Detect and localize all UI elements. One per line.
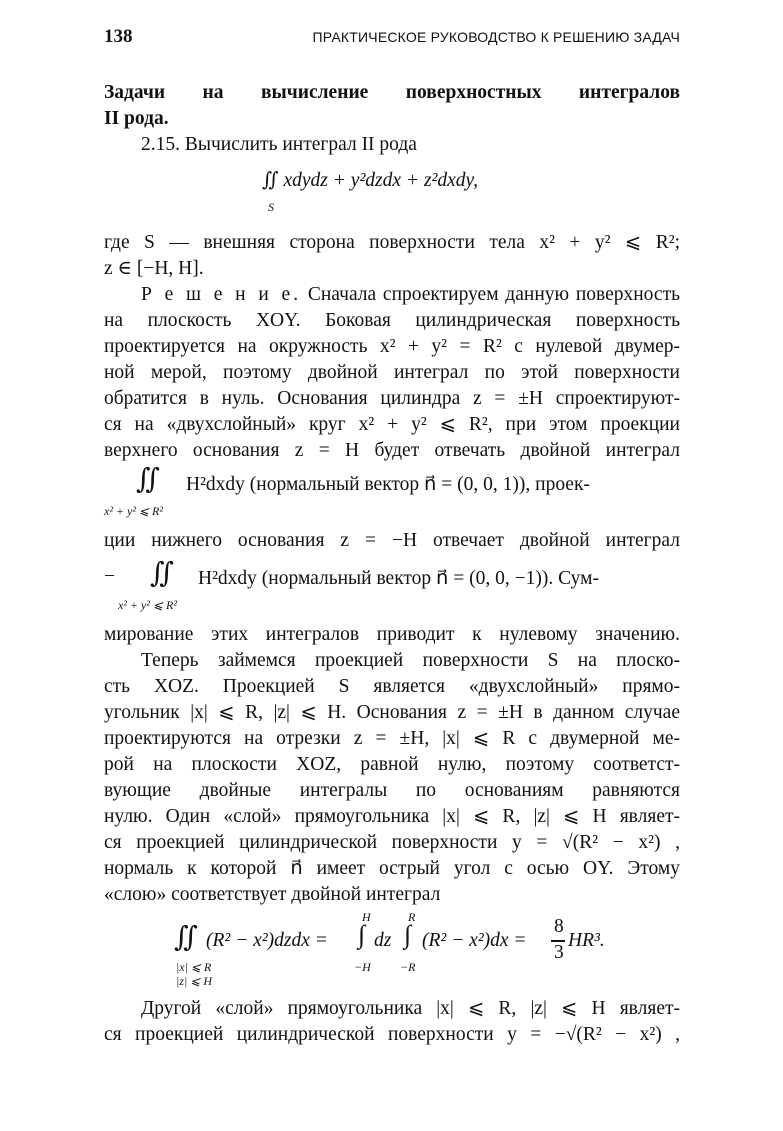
page-header	[104, 26, 680, 50]
double-integral-sign: ∬	[174, 922, 198, 953]
text-line: ной мерой, поэтому двойной интеграл по этой поверхности	[104, 362, 680, 383]
text-line: обратится в нуль. Основания цилиндра z = ±H спроектируют-	[104, 388, 680, 409]
text-line: угольник |x| ⩽ R, |z| ⩽ H. Основания z = ±H в данном случае	[104, 702, 680, 723]
equation-surface-integral-sub: S	[268, 200, 274, 214]
minus-sign: −	[104, 566, 115, 587]
text-line: ся проекцией цилиндрической поверхности y = −√(R² − x²) ,	[104, 1024, 680, 1045]
text-line: ции нижнего основания z = −H отвечает двойной интеграл	[104, 530, 680, 551]
equation-layer-dz: dz	[374, 930, 392, 951]
integral-lower-limit: −H	[354, 960, 371, 974]
page-number: 138	[104, 26, 133, 47]
fraction-denominator: 3	[554, 942, 564, 963]
equation-upper-base-sub: x² + y² ⩽ R²	[104, 504, 163, 518]
text-line: проектируется на окружность x² + y² = R² с нулевой двумер-	[104, 336, 680, 357]
text-line: верхнего основания z = H будет отвечать двойной интеграл	[104, 440, 680, 461]
text-line: Теперь займемся проекцией поверхности S на плоско-	[141, 650, 680, 671]
integral-upper-limit: H	[362, 910, 371, 924]
problem-statement: 2.15. Вычислить интеграл II рода	[141, 134, 417, 155]
text-line: z ∈ [−H, H].	[104, 258, 204, 279]
solution-text: Сначала спроектируем данную поверхность	[301, 284, 680, 305]
text-line: мирование этих интегралов приводит к нулевому значению.	[104, 624, 680, 645]
text-line: рой на плоскости XOZ, равной нулю, поэтому соответст-	[104, 754, 680, 775]
equation-layer-result: HR³.	[568, 930, 605, 951]
equation-lower-base: H²dxdy (нормальный вектор n⃗ = (0, 0, −1)). Сум-	[198, 568, 599, 589]
text-line: сть XOZ. Проекцией S является «двухслойный» прямо-	[104, 676, 680, 697]
equation-layer-inner: (R² − x²)dx =	[422, 930, 527, 951]
equation-layer-left: (R² − x²)dzdx =	[206, 930, 328, 951]
running-title: ПРАКТИЧЕСКОЕ РУКОВОДСТВО К РЕШЕНИЮ ЗАДАЧ	[312, 29, 680, 45]
equation-layer-sub2: |z| ⩽ H	[176, 974, 212, 988]
integral-upper-limit: R	[408, 910, 416, 924]
text-line: нормаль к которой n⃗ имеет острый угол с осью OY. Этому	[104, 858, 680, 879]
equation-upper-base: H²dxdy (нормальный вектор n⃗ = (0, 0, 1)), проек-	[186, 474, 590, 495]
solution-line	[141, 282, 680, 308]
section-heading-line2: II рода.	[104, 108, 169, 129]
text-line: Другой «слой» прямоугольника |x| ⩽ R, |z| ⩽ H являет-	[141, 998, 680, 1019]
equation-layer-sub1: |x| ⩽ R	[176, 960, 212, 974]
fraction-numerator: 8	[554, 916, 564, 937]
text-line: где S — внешняя сторона поверхности тела x² + y² ⩽ R²;	[104, 232, 680, 253]
text-line: «слою» соответствует двойной интеграл	[104, 884, 441, 905]
text-line: нулю. Один «слой» прямоугольника |x| ⩽ R, |z| ⩽ H являет-	[104, 806, 680, 827]
double-integral-sign: ∬	[136, 464, 160, 495]
text-line: на плоскость XOY. Боковая цилиндрическая поверхность	[104, 310, 680, 331]
double-integral-sign: ∬	[150, 558, 174, 589]
equation-lower-base-sub: x² + y² ⩽ R²	[118, 598, 177, 612]
text-line: ся на «двухслойный» круг x² + y² ⩽ R², при этом проекции	[104, 414, 680, 435]
integral-sign: ∫	[404, 920, 412, 949]
integral-sign: ∫	[358, 920, 366, 949]
equation-surface-integral: ∬ xdydz + y²dzdx + z²dxdy,	[262, 170, 478, 191]
solution-label: Р е ш е н и е.	[141, 284, 302, 305]
integral-lower-limit: −R	[400, 960, 416, 974]
text-line: проектируются на отрезки z = ±H, |x| ⩽ R с двумерной ме-	[104, 728, 680, 749]
section-heading-line1: Задачи на вычисление поверхностных интегралов	[104, 82, 680, 103]
text-line: вующие двойные интегралы по основаниям равняются	[104, 780, 680, 801]
text-line: ся проекцией цилиндрической поверхности y = √(R² − x²) ,	[104, 832, 680, 853]
